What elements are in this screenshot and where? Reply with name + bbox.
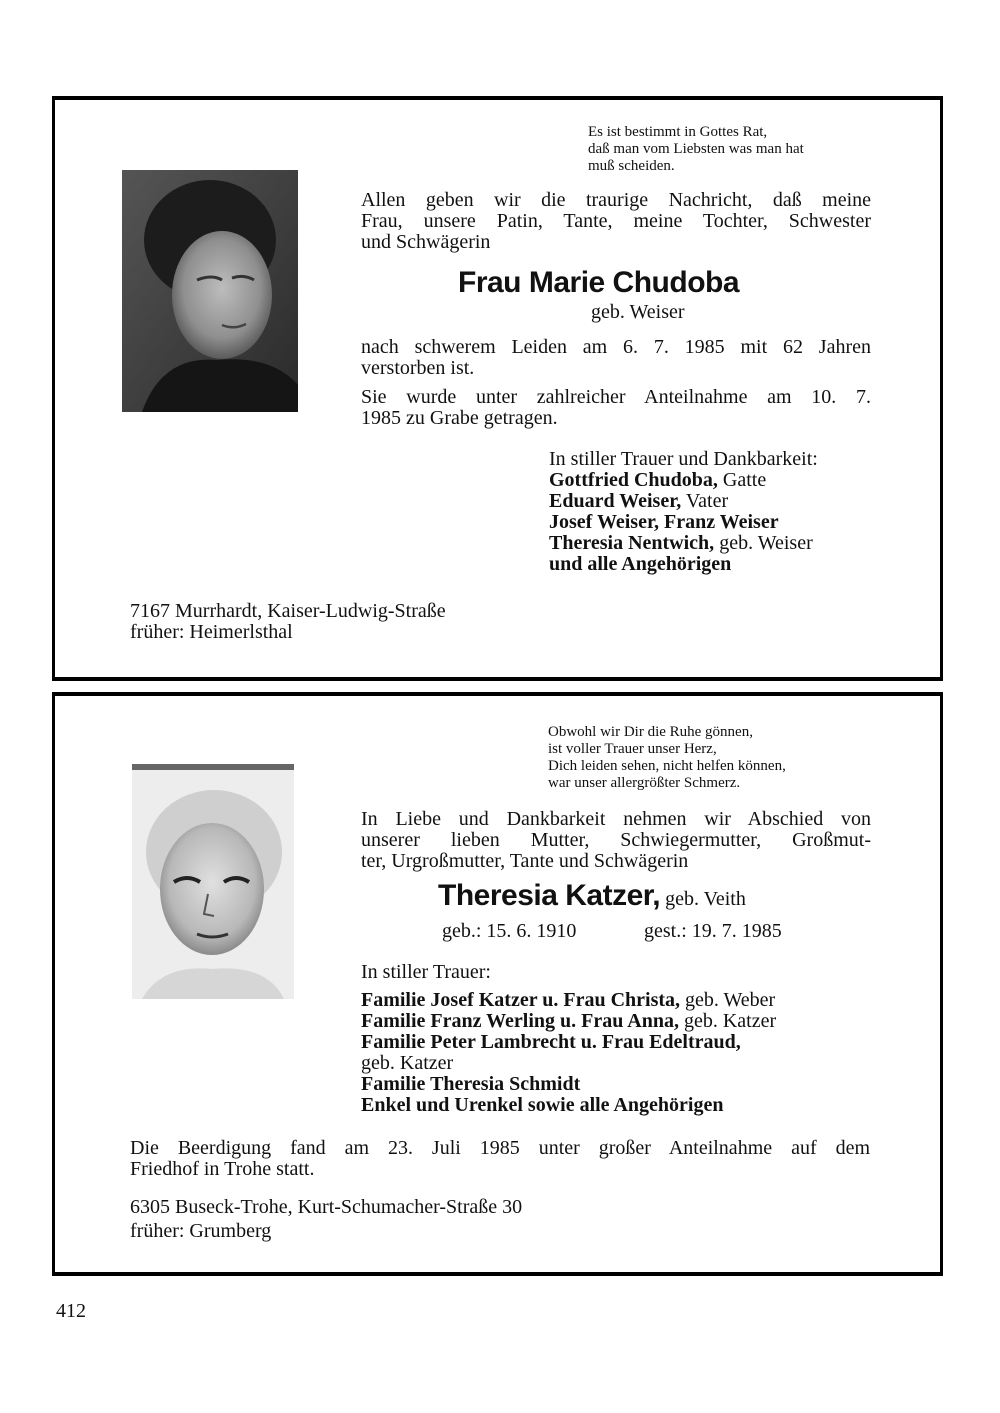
motto-line: war unser allergrößter Schmerz. bbox=[548, 775, 741, 791]
motto-line: ist voller Trauer unser Herz, bbox=[548, 741, 717, 757]
mourners-block bbox=[361, 962, 776, 1116]
funeral-text bbox=[130, 1138, 870, 1159]
deceased-name: Theresia Katzer, bbox=[438, 879, 661, 912]
mourner-name: Enkel und Urenkel sowie alle Angehörigen bbox=[361, 1094, 724, 1116]
death-text bbox=[361, 337, 871, 358]
mourner-name: Eduard Weiser, bbox=[549, 490, 682, 512]
motto-line: Obwohl wir Dir die Ruhe gönnen, bbox=[548, 724, 753, 740]
mourner-relation: geb. Weber bbox=[680, 989, 776, 1011]
intro-text bbox=[361, 809, 871, 851]
mourners-block bbox=[549, 449, 818, 575]
motto-line: Dich leiden sehen, nicht helfen können, bbox=[548, 758, 786, 774]
death-date: gest.: 19. 7. 1985 bbox=[644, 920, 782, 942]
mourner-entry bbox=[361, 1095, 776, 1116]
mourner-entry bbox=[549, 491, 818, 512]
birth-date: geb.: 15. 6. 1910 bbox=[442, 920, 577, 942]
mourner-name: Josef Weiser, Franz Weiser bbox=[549, 511, 779, 533]
motto-line: Es ist bestimmt in Gottes Rat, bbox=[588, 124, 768, 140]
former-residence: früher: Grumberg bbox=[130, 1220, 272, 1242]
mourner-entry bbox=[361, 1074, 776, 1095]
maiden-name: geb. Veith bbox=[660, 888, 746, 910]
intro-line: unserer lieben Mutter, Schwiegermutter, Großmut- bbox=[361, 829, 871, 851]
obituary-notice-katzer bbox=[52, 692, 943, 1276]
mourner-relation: Gatte bbox=[717, 469, 767, 491]
intro-line: Frau, unsere Patin, Tante, meine Tochter, Schwester bbox=[361, 210, 871, 232]
motto-verse bbox=[548, 724, 786, 792]
mourner-name: und alle Angehörigen bbox=[549, 553, 732, 575]
mourner-relation: geb. Weiser bbox=[714, 532, 813, 554]
funeral-line: Die Beerdigung fand am 23. Juli 1985 unter großer Anteilnahme auf dem bbox=[130, 1137, 870, 1159]
death-line: nach schwerem Leiden am 6. 7. 1985 mit 62 Jahren bbox=[361, 336, 871, 358]
mourner-relation: geb. Katzer bbox=[361, 1052, 454, 1074]
burial-line: Sie wurde unter zahlreicher Anteilnahme am 10. 7. bbox=[361, 386, 871, 408]
mourner-entry bbox=[549, 554, 818, 575]
motto-line: muß scheiden. bbox=[588, 158, 675, 174]
portrait-photo-marie-chudoba bbox=[122, 170, 298, 412]
intro-line: In Liebe und Dankbarkeit nehmen wir Abschied von bbox=[361, 808, 871, 830]
burial-line: 1985 zu Grabe getragen. bbox=[361, 407, 558, 429]
portrait-photo-theresia-katzer bbox=[132, 764, 294, 999]
mourner-entry bbox=[361, 1053, 776, 1074]
mourner-name: Familie Peter Lambrecht u. Frau Edeltraud, bbox=[361, 1031, 741, 1053]
mourner-relation: geb. Katzer bbox=[678, 1010, 777, 1032]
mourner-entry bbox=[361, 1011, 776, 1032]
obituary-notice-chudoba bbox=[52, 96, 943, 681]
burial-text bbox=[361, 387, 871, 408]
motto-verse bbox=[588, 124, 804, 175]
mourner-entry bbox=[549, 470, 818, 491]
mourners-heading: In stiller Trauer und Dankbarkeit: bbox=[549, 448, 818, 470]
maiden-name: geb. Weiser bbox=[591, 301, 685, 323]
intro-line: ter, Urgroßmutter, Tante und Schwägerin bbox=[361, 850, 689, 872]
former-residence: früher: Heimerlsthal bbox=[130, 621, 293, 643]
mourner-name: Gottfried Chudoba, bbox=[549, 469, 718, 491]
mourner-name: Theresia Nentwich, bbox=[549, 532, 715, 554]
death-line: verstorben ist. bbox=[361, 357, 475, 379]
address: 6305 Buseck-Trohe, Kurt-Schumacher-Straße 30 bbox=[130, 1196, 523, 1218]
mourner-name: Familie Theresia Schmidt bbox=[361, 1073, 581, 1095]
mourner-name: Familie Franz Werling u. Frau Anna, bbox=[361, 1010, 679, 1032]
mourners-heading: In stiller Trauer: bbox=[361, 961, 491, 983]
mourner-relation: Vater bbox=[681, 490, 729, 512]
intro-line: Allen geben wir die traurige Nachricht, daß meine bbox=[361, 189, 871, 211]
page-number: 412 bbox=[56, 1300, 86, 1322]
mourner-name: Familie Josef Katzer u. Frau Christa, bbox=[361, 989, 681, 1011]
mourner-entry bbox=[549, 512, 818, 533]
address: 7167 Murrhardt, Kaiser-Ludwig-Straße bbox=[130, 600, 446, 622]
intro-line: und Schwägerin bbox=[361, 231, 491, 253]
address-block bbox=[130, 1197, 522, 1242]
intro-text bbox=[361, 190, 871, 232]
deceased-name-line bbox=[438, 879, 746, 913]
mourner-entry bbox=[361, 1032, 776, 1053]
deceased-name: Frau Marie Chudoba bbox=[458, 266, 740, 299]
mourner-entry bbox=[549, 533, 818, 554]
motto-line: daß man vom Liebsten was man hat bbox=[588, 141, 804, 157]
mourner-entry bbox=[361, 990, 776, 1011]
funeral-line: Friedhof in Trohe statt. bbox=[130, 1158, 315, 1180]
address-block bbox=[130, 601, 446, 643]
